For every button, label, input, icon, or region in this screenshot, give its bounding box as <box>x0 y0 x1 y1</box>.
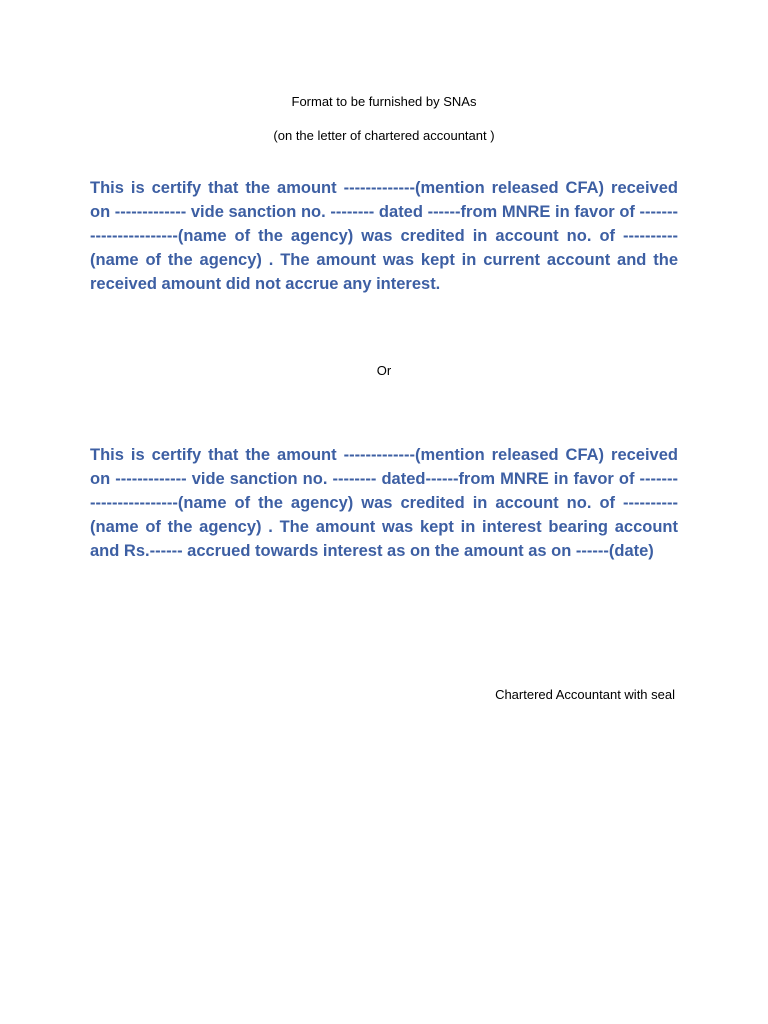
document-heading: Format to be furnished by SNAs <box>291 94 477 109</box>
certificate-paragraph-interest-account: This is certify that the amount -------------(mention released CFA) received on ------------- vide sanction no. -------- dated------from MNRE in favor of -----------------------(name of the agency) was credited in account no. of ----------(name of the agency) . The amount was kept in interest bearing account and Rs.------ accrued towards interest as on the amount as on ------(date) <box>90 446 678 560</box>
signature-line: Chartered Accountant with seal <box>495 687 675 702</box>
document-subheading: (on the letter of chartered accountant ) <box>273 128 495 143</box>
or-separator: Or <box>376 363 392 378</box>
certificate-paragraph-current-account: This is certify that the amount -------------(mention released CFA) received on ------------- vide sanction no. -------- dated ------from MNRE in favor of -----------------------(name of the agency) was credited in account no. of ----------(name of the agency) . The amount was kept in current account and the received amount did not accrue any interest. <box>90 179 678 293</box>
